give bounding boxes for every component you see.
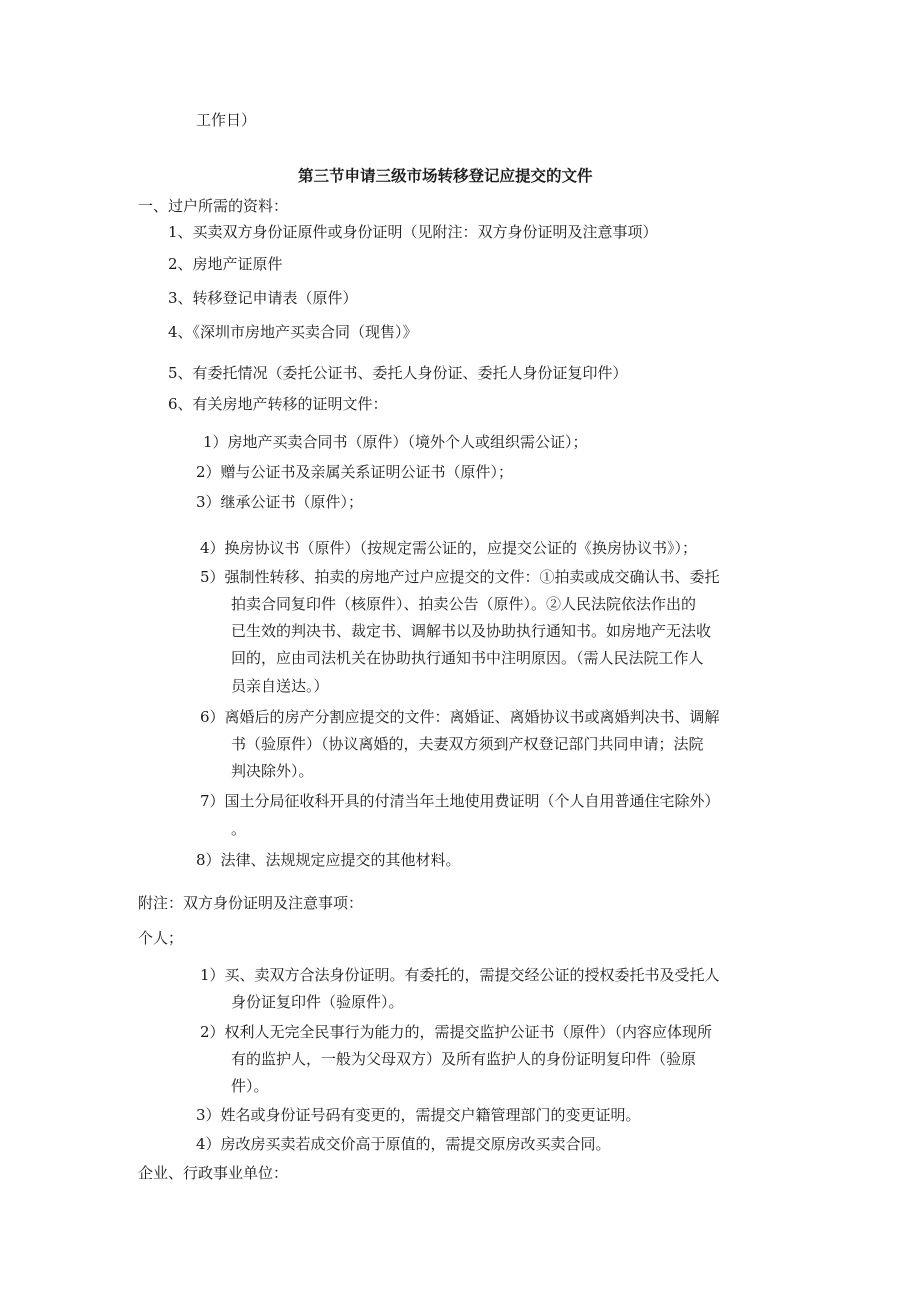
sub-item: 1）房地产买卖合同书（原件）（境外个人或组织需公证）； bbox=[203, 433, 588, 451]
list-item: 6、有关房地产转移的证明文件： bbox=[168, 395, 388, 413]
sub-item-continuation: 员亲自送达。） bbox=[231, 677, 329, 695]
sub-item-continuation: 已生效的判决书、裁定书、调解书以及协助执行通知书。如房地产无法收 bbox=[231, 622, 712, 640]
part-one-heading: 一、过户所需的资料： bbox=[138, 197, 289, 215]
sub-item: 6）离婚后的房产分割应提交的文件：离婚证、离婚协议书或离婚判决书、调解 bbox=[200, 708, 720, 726]
individual-item: 4）房改房买卖若成交价高于原值的，需提交原房改买卖合同。 bbox=[196, 1135, 611, 1153]
list-item: 1、买卖双方身份证原件或身份证明（见附注：双方身份证明及注意事项） bbox=[168, 223, 658, 241]
sub-item-continuation: 判决除外）。 bbox=[231, 762, 314, 780]
sub-item: 8）法律、法规规定应提交的其他材料。 bbox=[196, 851, 461, 869]
individual-item-continuation: 有的监护人，一般为父母双方）及所有监护人的身份证明复印件（验原 bbox=[231, 1050, 697, 1068]
list-item: 4、《深圳市房地产买卖合同（现售）》 bbox=[168, 323, 418, 341]
section-title: 第三节申请三级市场转移登记应提交的文件 bbox=[298, 167, 593, 185]
sub-item: 4）换房协议书（原件）（按规定需公证的，应提交公证的《换房协议书》）； bbox=[200, 539, 698, 557]
enterprise-heading: 企业、行政事业单位： bbox=[138, 1164, 289, 1182]
list-item: 2、房地产证原件 bbox=[168, 255, 283, 273]
individual-item-continuation: 件）。 bbox=[231, 1077, 269, 1095]
sub-item-continuation: 拍卖合同复印件（核原件）、拍卖公告（原件）。②人民法院依法作出的 bbox=[231, 595, 697, 613]
individual-item-continuation: 身份证复印件（验原件）。 bbox=[231, 993, 404, 1011]
sub-item-continuation: 书（验原件）（协议离婚的，夫妻双方须到产权登记部门共同申请；法院 bbox=[231, 735, 704, 753]
sub-item-continuation: 。 bbox=[231, 820, 247, 838]
sub-item: 7）国土分局征收科开具的付清当年土地使用费证明（个人自用普通住宅除外） bbox=[200, 792, 720, 810]
individual-item: 3）姓名或身份证号码有变更的，需提交户籍管理部门的变更证明。 bbox=[196, 1106, 641, 1124]
sub-item-continuation: 回的，应由司法机关在协助执行通知书中注明原因。（需人民法院工作人 bbox=[231, 649, 704, 667]
sub-item: 2）赠与公证书及亲属关系证明公证书（原件）； bbox=[196, 463, 514, 481]
individual-item: 1）买、卖双方合法身份证明。有委托的，需提交经公证的授权委托书及受托人 bbox=[200, 966, 720, 984]
sub-item: 5）强制性转移、拍卖的房地产过户应提交的文件：①拍卖或成交确认书、委托 bbox=[200, 568, 720, 586]
sub-item: 3）继承公证书（原件）； bbox=[196, 493, 364, 511]
individual-heading: 个人； bbox=[138, 929, 184, 947]
list-item: 3、转移登记申请表（原件） bbox=[168, 289, 358, 307]
individual-item: 2）权利人无完全民事行为能力的，需提交监护公证书（原件）（内容应体现所 bbox=[200, 1023, 713, 1041]
top-continuation: 工作日） bbox=[196, 111, 257, 129]
list-item: 5、有委托情况（委托公证书、委托人身份证、委托人身份证复印件） bbox=[168, 364, 628, 382]
appendix-heading: 附注：双方身份证明及注意事项： bbox=[138, 894, 364, 912]
